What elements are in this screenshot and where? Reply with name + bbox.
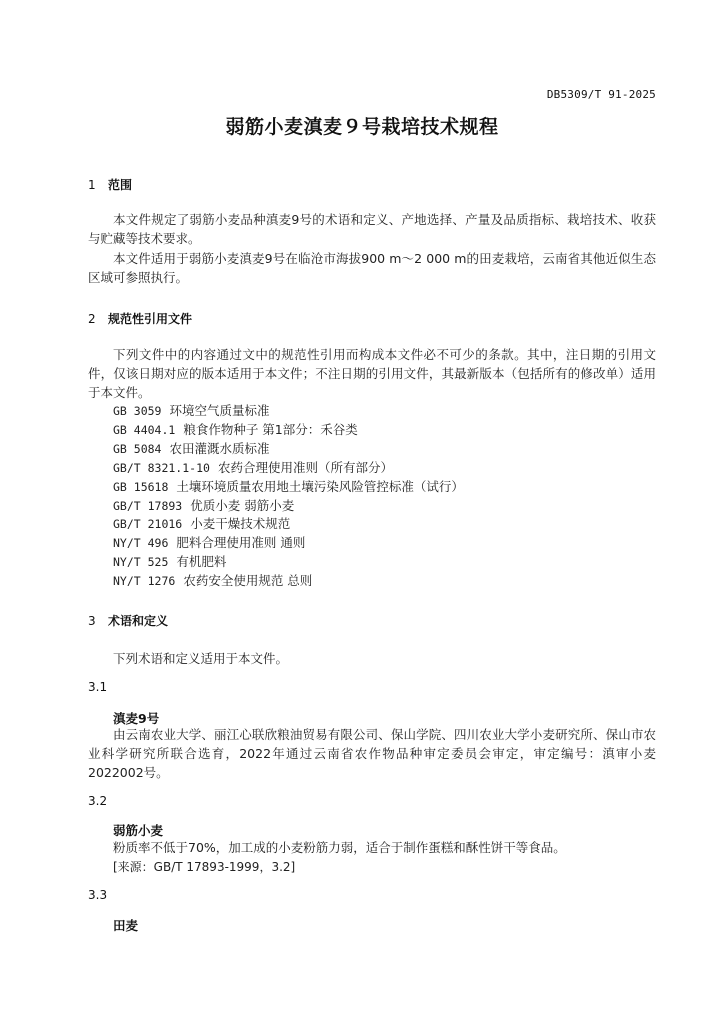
reference-code: GB 4404.1 xyxy=(113,422,176,437)
reference-code: GB/T 8321.1-10 xyxy=(113,460,210,475)
reference-item xyxy=(113,402,464,421)
reference-code: GB 5084 xyxy=(113,441,162,456)
section-number: 2 xyxy=(88,312,96,326)
term-3-1-name: 滇麦9号 xyxy=(113,711,160,726)
reference-item xyxy=(113,440,464,459)
section-title: 范围 xyxy=(108,178,133,192)
reference-name: 环境空气质量标准 xyxy=(169,403,270,418)
reference-code: GB 15618 xyxy=(113,479,169,494)
reference-item xyxy=(113,459,464,478)
term-3-2-number: 3.2 xyxy=(88,794,108,808)
term-3-2-name: 弱筋小麦 xyxy=(113,823,164,838)
term-3-2-definition: 粉质率不低于70%，加工成的小麦粉筋力弱，适合于制作蛋糕和酥性饼干等食品。 xyxy=(113,840,566,855)
terms-intro: 下列术语和定义适用于本文件。 xyxy=(113,651,289,666)
term-3-1-definition: 由云南农业大学、丽江心联欣粮油贸易有限公司、保山学院、四川农业大学小麦研究所、保山市农业科学研究所联合选育，2022年通过云南省农作物品种审定委员会审定，审定编号：滇审小麦2022002号。 xyxy=(88,727,656,780)
reference-name: 肥料合理使用准则 通则 xyxy=(176,535,306,551)
reference-item xyxy=(113,572,464,591)
term-3-1-number: 3.1 xyxy=(88,680,108,694)
section-2-heading xyxy=(88,310,192,327)
reference-item xyxy=(113,534,464,553)
reference-item xyxy=(113,421,464,440)
reference-code: GB/T 21016 xyxy=(113,517,183,532)
reference-code: GB 3059 xyxy=(113,404,162,418)
document-title: 弱筋小麦滇麦９号栽培技术规程 xyxy=(225,116,499,138)
reference-name: 有机肥料 xyxy=(176,554,227,570)
reference-name: 土壤环境质量农用地土壤污染风险管控标准（试行） xyxy=(176,478,464,494)
section-number: 3 xyxy=(88,614,96,628)
reference-item xyxy=(113,553,464,572)
term-3-2-source: [来源：GB/T 17893-1999，3.2] xyxy=(113,860,296,874)
reference-code: NY/T 496 xyxy=(113,536,169,551)
document-code: DB5309/T 91-2025 xyxy=(546,88,656,101)
section-title: 规范性引用文件 xyxy=(108,312,193,326)
reference-item xyxy=(113,515,464,534)
reference-code: NY/T 1276 xyxy=(113,574,176,589)
normative-references-intro: 下列文件中的内容通过文中的规范性引用而构成本文件必不可少的条款。其中，注日期的引用文件，仅该日期对应的版本适用于本文件；不注日期的引用文件，其最新版本（包括所有的修改单）适用于本文件。 xyxy=(88,347,656,400)
term-3-3-number: 3.3 xyxy=(88,888,108,902)
reference-name: 农田灌溉水质标准 xyxy=(169,440,270,456)
reference-list xyxy=(113,402,464,591)
term-3-3-name: 田麦 xyxy=(113,918,139,933)
reference-name: 小麦干燥技术规范 xyxy=(190,516,291,532)
scope-paragraph-1: 本文件规定了弱筋小麦品种滇麦9号的术语和定义、产地选择、产量及品质指标、栽培技术、收获与贮藏等技术要求。 xyxy=(88,212,656,246)
reference-name: 农药合理使用准则（所有部分） xyxy=(217,459,393,475)
reference-item xyxy=(113,478,464,497)
reference-name: 优质小麦 弱筋小麦 xyxy=(190,497,295,513)
reference-name: 农药安全使用规范 总则 xyxy=(183,573,313,589)
section-number: 1 xyxy=(88,178,96,192)
reference-name: 粮食作物种子 第1部分：禾谷类 xyxy=(183,421,358,437)
reference-code: GB/T 17893 xyxy=(113,498,183,513)
scope-paragraph-2: 本文件适用于弱筋小麦滇麦9号在临沧市海拔900 m～2 000 m的田麦栽培，云南省其他近似生态区域可参照执行。 xyxy=(88,251,656,285)
section-title: 术语和定义 xyxy=(108,614,169,628)
section-3-heading xyxy=(88,612,168,629)
section-1-heading xyxy=(88,176,132,193)
reference-code: NY/T 525 xyxy=(113,555,169,570)
reference-item xyxy=(113,497,464,516)
